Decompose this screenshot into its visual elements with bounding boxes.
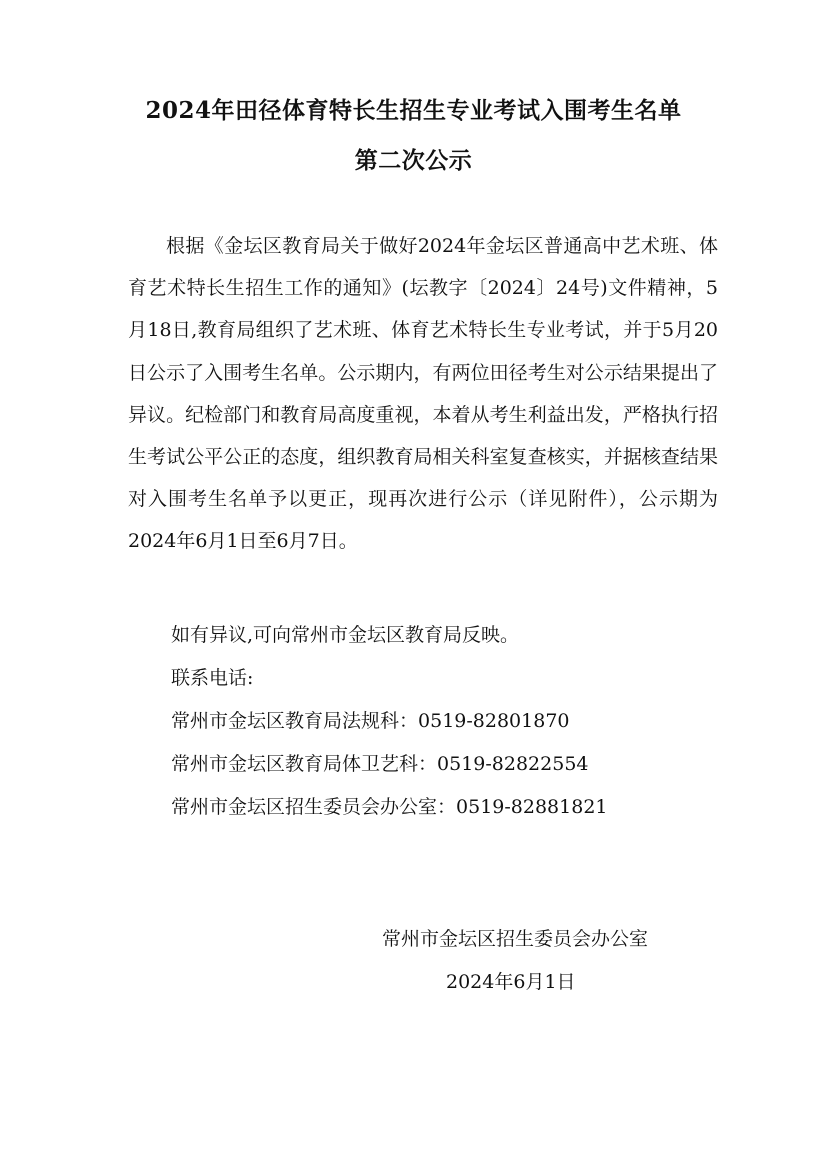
document-title: 2024年田径体育特长生招生专业考试入围考生名单 <box>145 97 682 124</box>
contact-line-admissions-office <box>171 792 608 819</box>
contact-dept: 常州市金坛区招生委员会办公室： <box>171 796 457 818</box>
contact-phone: 0519-82881821 <box>456 796 608 818</box>
contact-dept: 常州市金坛区教育局法规科： <box>171 710 419 732</box>
contact-phone: 0519-82801870 <box>418 710 570 732</box>
contact-heading: 联系电话: <box>171 667 254 689</box>
contact-line-legal <box>171 706 570 733</box>
contact-line-sports-health-art <box>171 749 589 776</box>
signature-date: 2024年6月1日 <box>446 971 576 993</box>
body-paragraph: 根据《金坛区教育局关于做好2024年金坛区普通高中艺术班、体育艺术特长生招生工作的通知》(坛教字〔2024〕24号)文件精神，5月18日,教育局组织了艺术班、体育艺术特长生专业考试，并于5月20日公示了入围考生名单。公示期内，有两位田径考生对公示结果提出了异议。纪检部门和教育局高度重视，本着从考生利益出发，严格执行招生考试公平公正的态度，组织教育局相关科室复查核实，并据核查结果对入围考生名单予以更正，现再次进行公示（详见附件），公示期为2024年6月1日至6月7日。 <box>128 235 718 553</box>
document-subtitle: 第二次公示 <box>354 147 473 174</box>
dispute-notice: 如有异议,可向常州市金坛区教育局反映。 <box>171 624 520 646</box>
signature-organization: 常州市金坛区招生委员会办公室 <box>382 928 649 950</box>
contact-phone: 0519-82822554 <box>437 753 589 775</box>
contact-dept: 常州市金坛区教育局体卫艺科： <box>171 753 438 775</box>
